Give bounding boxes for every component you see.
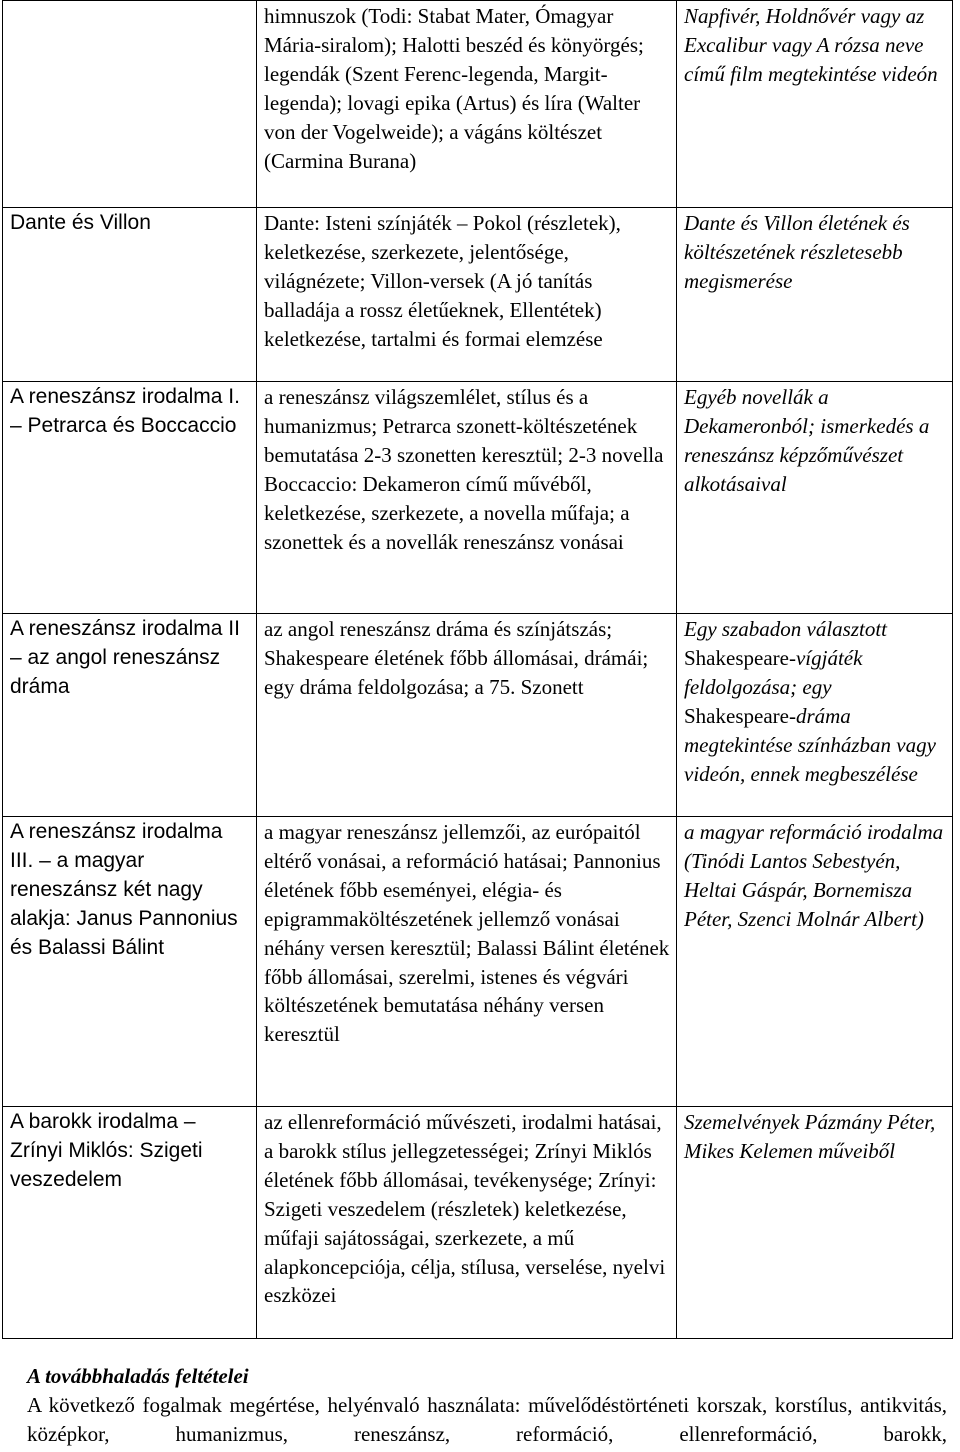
activity-cell [677, 614, 953, 817]
progression-section [27, 1362, 947, 1449]
topic-cell: Dante és Villon [3, 208, 257, 382]
content-cell: himnuszok (Todi: Stabat Mater, Ómagyar Mária-siralom); Halotti beszéd és könyörgés; legendák (Szent Ferenc-legenda, Margit-legenda); lovagi epika (Artus) és líra (Walter von der Vogelweide); a vágáns költészet (Carmina Burana) [257, 1, 677, 208]
activity-cell: Dante és Villon életének és költészetének részletesebb megismerése [677, 208, 953, 382]
table-row [3, 1, 953, 208]
activity-cell: Egyéb novellák a Dekameronból; ismerkedés a reneszánsz képzőművészet alkotásaival [677, 382, 953, 614]
section-heading: A továbbhaladás feltételei [27, 1364, 249, 1388]
activity-cell: Szemelvények Pázmány Péter, Mikes Kelemen műveiből [677, 1107, 953, 1339]
table-row [3, 382, 953, 614]
content-cell: a magyar reneszánsz jellemzői, az európaitól eltérő vonásai, a reformáció hatásai; Pannonius életének főbb eseményei, elégia- és epigrammaköltészetének jellemző vonásai néhány versen keresztül; Balassi Bálint életének főbb állomásai, szerelmi, istenes és végvári költészetének bemutatása néhány versen keresztül [257, 817, 677, 1107]
content-cell: az angol reneszánsz dráma és színjátszás; Shakespeare életének főbb állomásai, drámái; egy dráma feldolgozása; a 75. Szonett [257, 614, 677, 817]
table-row [3, 208, 953, 382]
activity-cell: Napfivér, Holdnővér vagy az Excalibur vagy A rózsa neve című film megtekintése videón [677, 1, 953, 208]
topic-cell: A reneszánsz irodalma III. – a magyar reneszánsz két nagy alakja: Janus Pannonius és Balassi Bálint [3, 817, 257, 1107]
content-cell: az ellenreformáció művészeti, irodalmi hatásai, a barokk stílus jellegzetességei; Zrínyi Miklós életének főbb állomásai, tevékenysége; Zrínyi: Szigeti veszedelem (részletek) keletkezése, műfaji sajátosságai, szerkezete, a mű alapkoncepciója, célja, stílusa, verselése, nyelvi eszközei [257, 1107, 677, 1339]
topic-cell [3, 1, 257, 208]
activity-text: Egy szabadon választott [684, 617, 887, 641]
table-row [3, 1107, 953, 1339]
topic-cell: A barokk irodalma – Zrínyi Miklós: Szigeti veszedelem [3, 1107, 257, 1339]
content-cell: a reneszánsz világszemlélet, stílus és a humanizmus; Petrarca szonett-költészetének bemutatása 2-3 szonetten keresztül; 2-3 novella Boccaccio: Dekameron című művéből, keletkezése, szerkezete, a novella műfaja; a szonettek és a novellák reneszánsz vonásai [257, 382, 677, 614]
table-row [3, 817, 953, 1107]
topic-cell: A reneszánsz irodalma I. – Petrarca és Boccaccio [3, 382, 257, 614]
activity-text: Shakespeare- [684, 645, 796, 670]
activity-text: vígjáték feldolgozása; egy [684, 645, 863, 699]
activity-cell: a magyar reformáció irodalma (Tinódi Lantos Sebestyén, Heltai Gáspár, Bornemisza Péter, Szenci Molnár Albert) [677, 817, 953, 1107]
content-cell: Dante: Isteni színjáték – Pokol (részletek), keletkezése, szerkezete, jelentősége, világnézete; Villon-versek (A jó tanítás balladája a rossz életűeknek, Ellentétek) keletkezése, tartalmi és formai elemzése [257, 208, 677, 382]
activity-text: dráma megtekintése színházban vagy videón, ennek megbeszélése [684, 703, 936, 786]
topic-cell: A reneszánsz irodalma II – az angol reneszánsz dráma [3, 614, 257, 817]
section-paragraph: A következő fogalmak megértése, helyénvaló használata: művelődéstörténeti korszak, korstílus, antikvitás, középkor, humanizmus, reneszánsz, reformáció, ellenreformáció, barokk, [27, 1393, 947, 1446]
table-row [3, 614, 953, 817]
activity-text: Shakespeare- [684, 703, 796, 728]
syllabus-table [2, 0, 953, 1339]
